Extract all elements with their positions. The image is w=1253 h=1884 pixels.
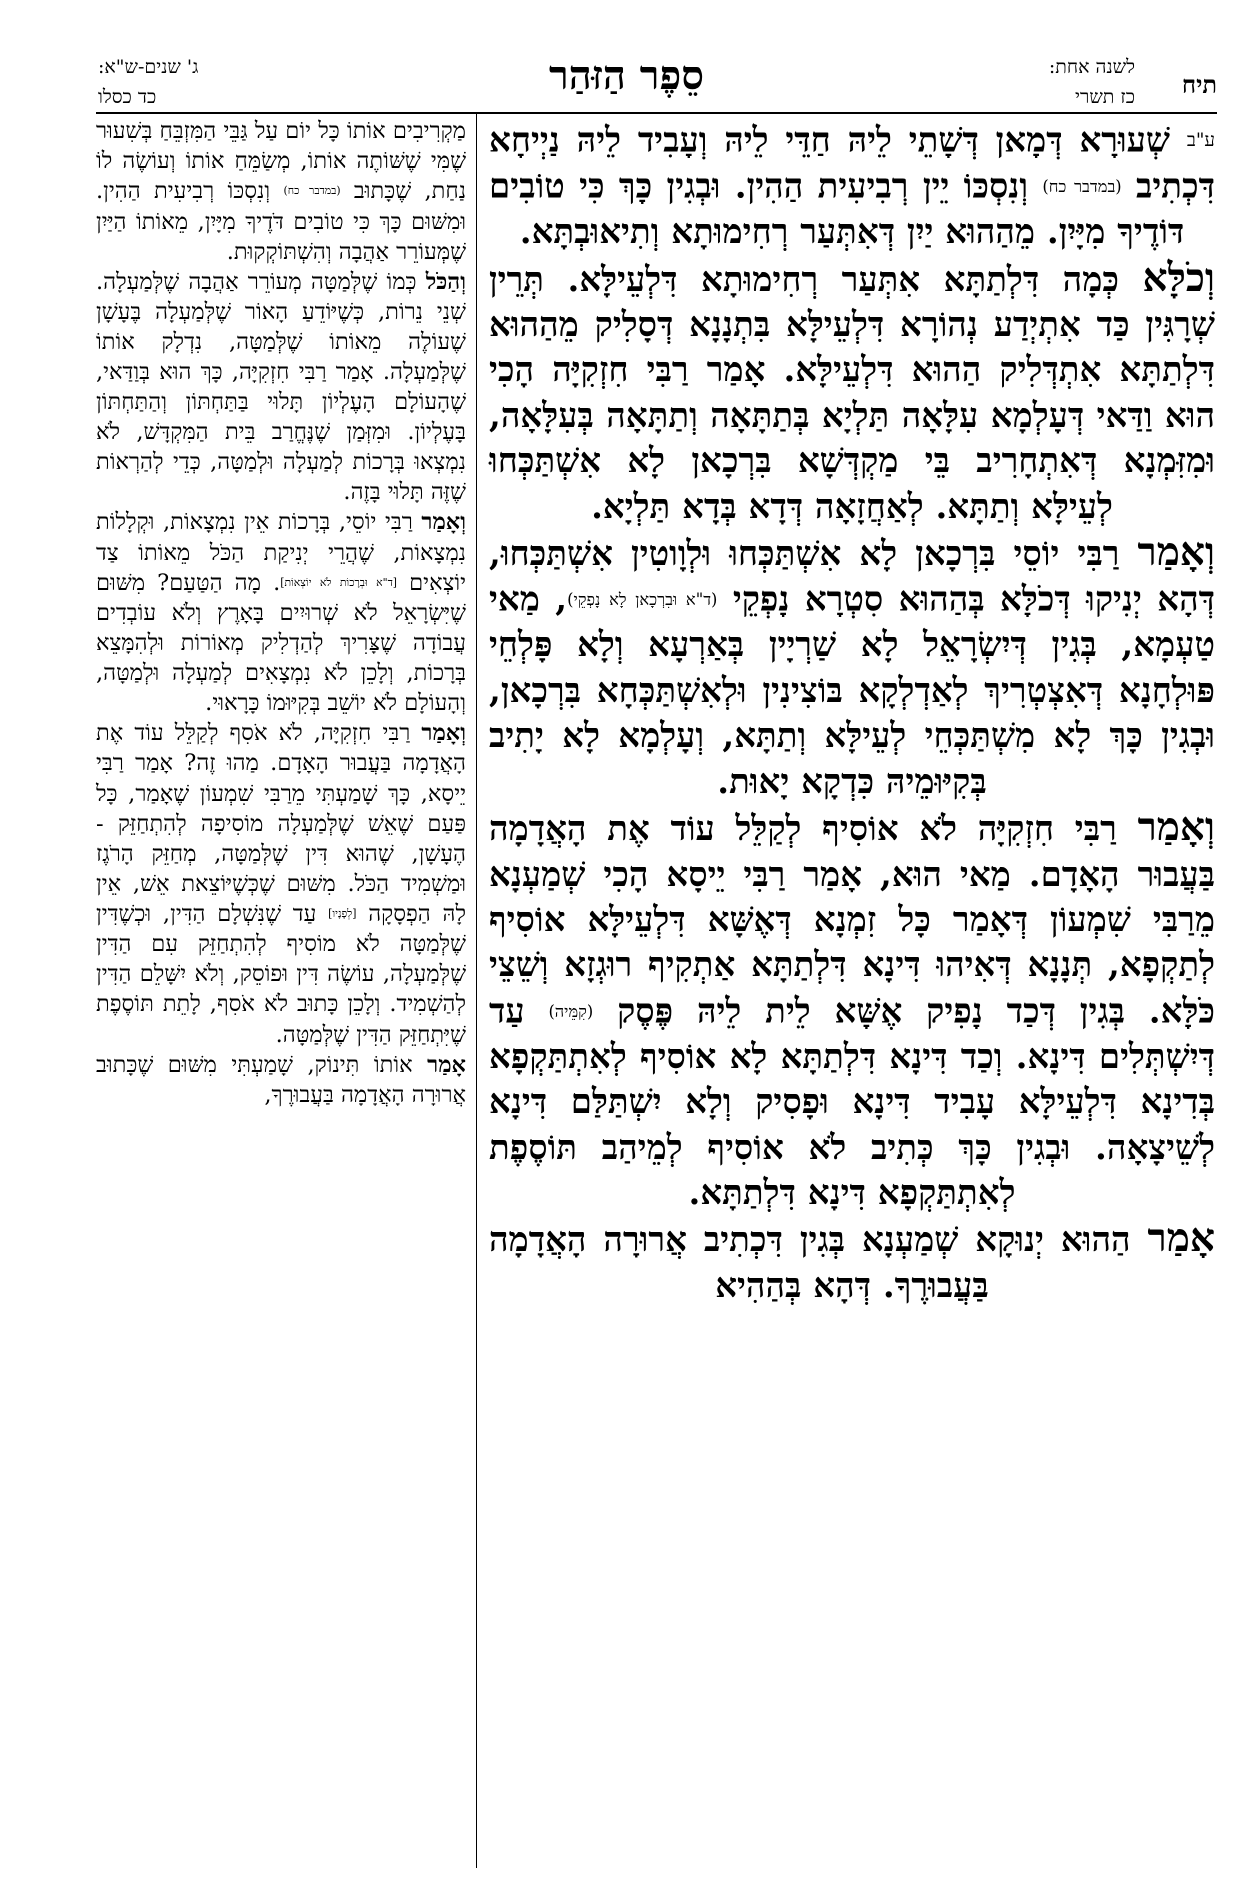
header-divider: [96, 112, 1217, 114]
main-p3-text-a: רַבִּי יוֹסֵי בִּרְכָאן לָא אִשְׁתַּכְּחוּ וּלְוָוטִין אִשְׁתַּכְּחוּ, דְּהָא יְנִיקוּ דְּכֹלָּא בְּהַהוּא סִטְרָא נָפְקֵי: [489, 533, 1216, 621]
lead-word: וְאָמַר: [1137, 804, 1216, 851]
column-divider: [476, 114, 477, 1868]
side-p5-text: אוֹתוֹ תִּינוֹק, שָׁמַעְתִּי מִשּׁוּם שֶׁכָּתוּב אֲרוּרָה הָאֲדָמָה בַּעֲבוּרֶךָ,: [96, 1051, 466, 1108]
main-p5-text: הַהוּא יְנוּקָא שְׁמַעְנָא בְּגִין דִּכְתִיב אֲרוּרָה הָאֲדָמָה בַּעֲבוּרֶךָ. דְּהָא בְּהַהִיא: [489, 1220, 1131, 1306]
side-paragraph-5: [96, 1050, 466, 1110]
header-left-line1: ג' שנים-ש"א:: [98, 56, 199, 78]
side-p4-text-b: עַד שֶׁנִּשְׁלָם הַדִּין, וּכְשֶׁדִּין שֶׁלְּמַטָּה לֹא מוֹסִיף לְהִתְחַזֵּק עִם הַדִּין שֶׁלְּמַעְלָה, עוֹשֶׂה דִּין וּפוֹסֵק, וְלֹא יִשָּׁלֵם הַדִּין לְהַשְׁמִיד. וְלָכֵן כָּתוּב לֹא אֹסִף, לָתֵת תּוֹסֶפֶת שֶׁיִּתְחַזֵּק הַדִּין שֶׁלְּמַטָּה.: [96, 900, 466, 1048]
side-p3-text-b: . מָה הַטַּעַם? מִשּׁוּם שֶׁיִּשְׂרָאֵל לֹא שְׁרוּיִים בָּאָרֶץ וְלֹא עוֹבְדִים עֲבוֹדָה שֶׁצָּרִיךְ לְהַדְלִיק מְאוֹרוֹת וּלְהִמָּצֵא בְּרָכוֹת, וְלָכֵן לֹא נִמְצָאִים לְמַעְלָה וּלְמַטָּה, וְהָעוֹלָם לֹא יוֹשֵׁב בְּקִיּוּמוֹ כָּרָאוּי.: [96, 569, 466, 717]
side-p1-text-a: מַקְרִיבִים אוֹתוֹ כָּל יוֹם עַל גַּבֵּי הַמִּזְבֵּחַ בְּשִׁעוּר שֶׁמִּי שֶׁשּׁוֹתֶה אוֹתוֹ, מְשַׂמֵּחַ אוֹתוֹ וְעוֹשֶׂה לוֹ נַחַת, שֶׁכָּתוּב: [96, 118, 467, 205]
variant-ref: [לְפָנָיו]: [328, 907, 357, 921]
side-p1-text-b: וְנִסְכּוֹ רְבִיעִית הַהִין. וּמִשּׁוּם כָּךְ כִּי טוֹבִים דֹּדֶיךָ מִיָּיִן, מֵאוֹתוֹ הַיַּיִן שֶׁמְּעוֹרֵר אַהֲבָה וְהִשְׁתּוֹקְקוּת.: [96, 178, 466, 265]
lead-word: וְכֹלָּא: [1142, 254, 1215, 301]
side-paragraph-3: [96, 507, 466, 718]
main-paragraph-5: [489, 1216, 1215, 1309]
header-right-line1: לשנה אחת:: [1048, 56, 1135, 78]
main-paragraph-2: [489, 256, 1215, 530]
main-p3-text-b: , מַאי טַעְמָא, בְּגִין דְּיִשְׂרָאֵל לָא שַׁרְיָין בְּאַרְעָא וְלָא פָּלְחֵי פּוּלְחָנָא דְּאִצְטְרִיךְ לְאַדְלְקָא בּוֹצִינִין וּלְאִשְׁתַּכְּחָא בִּרְכָאן, וּבְגִין כָּךְ לָא מִשְׁתַּכְּחֵי לְעֵילָּא וְתַתָּא, וְעָלְמָא לָא יָתִיב בְּקִיּוּמֵיהּ כִּדְקָא יָאוּת.: [489, 580, 1215, 802]
source-ref: (במדבר כח): [1042, 177, 1122, 197]
variant-ref: [ד"א וּבְרָכוֹת לֹא יוֹצְאוֹת]: [280, 575, 397, 589]
side-paragraph-4: [96, 718, 466, 1049]
side-paragraph-2: [96, 267, 466, 508]
main-paragraph-1: [489, 118, 1215, 256]
page-title: סֵפֶר הַזּהַר: [549, 52, 704, 99]
lead-word: וְאָמַר: [1137, 528, 1215, 575]
main-paragraph-3: [489, 530, 1215, 805]
lead-word: אָמַר: [427, 1051, 467, 1078]
hebrew-translation-column: [96, 116, 466, 1876]
main-p2-text: כְּמָה דִּלְתַתָּא אִתְּעַר רְחִימוּתָא דִּלְעֵילָּא. תְּרֵין שְׁרָגִּין כַּד אִתְיְדַע נְהוֹרָא דִּלְעֵילָּא בִּתְנָנָא דְּסָלִיק מֵהַהוּא דִּלְתַתָּא אִתְדְּלִיק הַהוּא דִּלְעֵילָּא. אָמַר רַבִּי חִזְקִיָּה הָכִי הוּא וַדַּאי דְּעָלְמָא עִלָּאָה תַּלְיָא בְּתַתָּאָה וְתַתָּאָה בְּעִלָּאָה, וּמִזִּמְנָא דְּאִתְחָרִיב בֵּי מַקְדְּשָׁא בִּרְכָאן לָא אִשְׁתַּכְּחוּ לְעֵילָּא וְתַתָּא. לְאַחֲזָאָה דְּדָא בְּדָא תַּלְיָא.: [489, 259, 1215, 527]
variant-ref: (ד"א וּבִרְכָאן לָא נָפְקֵי): [567, 590, 718, 610]
side-p3-text-a: רַבִּי יוֹסֵי, בְּרָכוֹת אֵין נִמְצָאוֹת, וּקְלָלוֹת נִמְצָאוֹת, שֶׁהֲרֵי יְנִיקַת הַכֹּל מֵאוֹתוֹ צַד יוֹצְאִים: [96, 509, 467, 596]
lead-word: אָמַר: [1147, 1215, 1215, 1262]
main-p4-text-a: רַבִּי חִזְקִיָּה לֹא אוֹסִיף לְקַלֵּל עוֹד אֶת הָאֲדָמָה בַּעֲבוּר הָאָדָם. מַאי הוּא, אָמַר רַבִּי יֵיסָא הָכִי שְׁמַעְנָא מֵרַבִּי שִׁמְעוֹן דְּאָמַר כָּל זִמְנָא דְּאֶשָּׁא דִּלְעֵילָּא אוֹסִיף לְתַקְפָא, תְּנָנָא דְּאִיהוּ דִּינָא דִּלְתַתָּא אַתְקִיף רוּגְזָא וְשֵׁצֵי כֹּלָּא. בְּגִין דְּכַד נָפִיק אֶשָּׁא לֵית לֵיהּ פֶּסֶק: [489, 809, 1215, 1032]
main-p4-text-b: עַד דְּיִשְׁתְּלִים דִּינָא. וְכַד דִּינָא דִּלְתַתָּא לָא אוֹסִיף לְאִתְתַּקְפָא בְּדִינָא דִּלְעֵילָּא עָבִיד דִּינָא וּפָסִיק וְלָא יִשְׁתַּלַּם דִּינָא לְשֵׁיצָאָה. וּבְגִין כָּךְ כְּתִיב לֹא אוֹסִיף לְמֵיהַב תּוֹסֶפֶת לְאִתְתַּקְפָא דִּינָא דִּלְתַתָּא.: [489, 991, 1215, 1214]
page-number: תיח: [1181, 70, 1217, 99]
folio-mark: ע"ב: [1186, 130, 1215, 151]
header-left-line2: כד כסלו: [98, 86, 157, 108]
side-p2-text: כְּמוֹ שֶׁלְּמַטָּה מְעוֹרֵר אַהֲבָה שֶׁלְּמַעְלָה. שְׁנֵי נֵרוֹת, כְּשֶׁיּוֹדֵעַ הָאוֹר שֶׁלְּמַעְלָה בֶּעָשָׁן שֶׁעוֹלֶה מֵאוֹתוֹ שֶׁלְּמַטָּה, נִדְלָק אוֹתוֹ שֶׁלְּמַעְלָה. אָמַר רַבִּי חִזְקִיָּה, כָּךְ הוּא בְּוַדַּאי, שֶׁהָעוֹלָם הָעֶלְיוֹן תָּלוּי בַּתַּחְתּוֹן וְהַתַּחְתּוֹן בָּעֶלְיוֹן. וּמִזְּמַן שֶׁנֶּחֱרַב בֵּית הַמִּקְדָּשׁ, לֹא נִמְצְאוּ בְּרָכוֹת לְמַעְלָה וּלְמַטָּה, כְּדֵי לְהַרְאוֹת שֶׁזֶּה תָּלוּי בָּזֶה.: [96, 268, 466, 506]
aramaic-column: [489, 118, 1215, 1868]
header-date-left: [98, 52, 298, 106]
side-paragraph-1: [96, 116, 466, 267]
header-right-line2: כז תשרי: [1075, 86, 1135, 108]
lead-word: וְאָמַר: [421, 720, 466, 747]
variant-ref: (קִמֵּיה): [548, 1001, 594, 1021]
side-p4-text-a: רַבִּי חִזְקִיָּה, לֹא אֹסִף לְקַלֵּל עוֹד אֶת הָאֲדָמָה בַּעֲבוּר הָאָדָם. מַהוּ זֶה? אָמַר רַבִּי יֵיסָא, כָּךְ שָׁמַעְתִּי מֵרַבִּי שִׁמְעוֹן שֶׁאָמַר, כָּל פַּעַם שֶׁאֵשׁ שֶׁלְּמַעְלָה מוֹסִיפָה לְהִתְחַזֵּק - הֶעָשָׁן, שֶׁהוּא דִּין שֶׁלְּמַטָּה, מְחַזֵּק הָרֹגֶז וּמַשְׁמִיד הַכֹּל. מִשּׁוּם שֶׁכְּשֶׁיּוֹצֵאת אֵשׁ, אֵין לָהּ הַפְסָקָה: [96, 720, 466, 927]
main-p1-text-b: וְנִסְכּוֹ יֵין רְבִיעִית הַהִין. וּבְגִין כָּךְ כִּי טוֹבִים דּוֹדֶיךָ מִיָּיִן. מֵהַהוּא יַיִן דְּאִתְּעַר רְחִימוּתָא וְתִיאוּבְתָּא.: [489, 166, 1185, 253]
main-p1-text-a: שְׁעוּרָא דְּמָאן דְּשָׁתֵי לֵיהּ חַדֵּי לֵיהּ וְעָבִיד לֵיהּ נַיְיחָא דִּכְתִיב: [489, 120, 1216, 207]
source-ref: (במדבר כח): [283, 184, 341, 198]
lead-word: וְהַכֹּל: [425, 268, 466, 295]
main-paragraph-4: [489, 805, 1215, 1216]
lead-word: וְאָמַר: [421, 509, 466, 536]
